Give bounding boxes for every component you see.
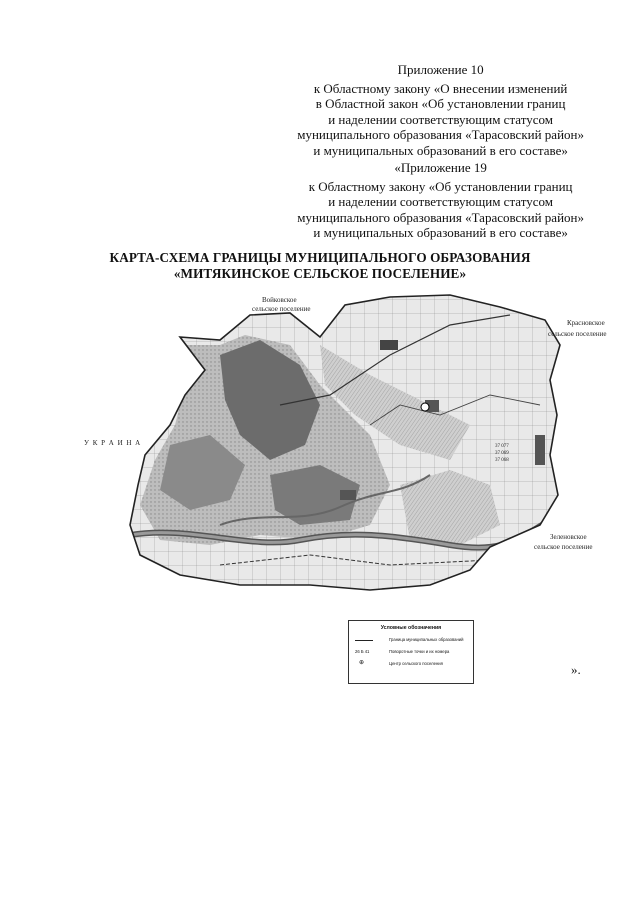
header-line: к Областному закону «О внесении изменений (313, 80, 568, 96)
map-territory (70, 285, 630, 615)
header-line: и наделении соответствующим статусом (328, 111, 553, 127)
point-number: 37 069 (495, 451, 509, 456)
legend-row-boundary (355, 636, 471, 644)
neighbor-label-krasnov: Красновское (567, 319, 605, 327)
header-line: муниципального образования «Тарасовский район» (297, 209, 584, 225)
header-line: и наделении соответствующим статусом (328, 194, 553, 209)
neighbor-label-zelenov: Зеленовское (550, 533, 587, 541)
legend-text: Центр сельского поселения (389, 661, 443, 666)
country-label-ukraine: У К Р А И Н А (84, 439, 142, 447)
title-line-2: «МИТЯКИНСКОЕ СЕЛЬСКОЕ ПОСЕЛЕНИЕ» (173, 266, 467, 281)
legend-symbol: 26 Б 41 (355, 649, 370, 654)
header-line: и муниципальных образований в его составе» (313, 225, 568, 240)
legend-title: Условные обозначения (380, 625, 442, 631)
header-line: и муниципальных образований в его составе» (313, 142, 568, 158)
boundary-line-icon (355, 637, 373, 641)
header-line: муниципального образования «Тарасовский район» (297, 127, 584, 142)
header-line: к Областному закону «Об установлении границ (308, 178, 573, 194)
legend-row-points (355, 648, 471, 656)
legend-text: Граница муниципальных образований (389, 637, 464, 642)
point-number: 37 077 (495, 444, 509, 449)
center-point-icon: ⊕ (359, 660, 365, 666)
legend-text: Поворотные точки и их номера (389, 649, 450, 654)
closing-quote: ». (571, 662, 581, 677)
point-number: 37 068 (495, 458, 509, 463)
neighbor-label-voikov: Войковское (262, 296, 297, 304)
appendix-number: «Приложение 19 (394, 160, 487, 175)
appendix-number: Приложение 10 (397, 62, 484, 77)
document-title (0, 250, 640, 282)
boundary-map (70, 285, 630, 615)
title-line-1: КАРТА-СХЕМА ГРАНИЦЫ МУНИЦИПАЛЬНОГО ОБРАЗОВАНИЯ (109, 250, 531, 265)
neighbor-label-krasnov-sub: сельское поселение (548, 330, 607, 338)
header-line: в Областной закон «Об установлении границ (315, 96, 566, 111)
neighbor-label-voikov-sub: сельское поселение (252, 305, 311, 313)
appendix-19-header (297, 160, 584, 241)
neighbor-label-zelenov-sub: сельское поселение (534, 543, 593, 551)
appendix-10-header (297, 62, 584, 158)
legend-row-center (355, 660, 471, 668)
map-legend (348, 620, 474, 684)
settlement-center-icon (421, 403, 429, 411)
